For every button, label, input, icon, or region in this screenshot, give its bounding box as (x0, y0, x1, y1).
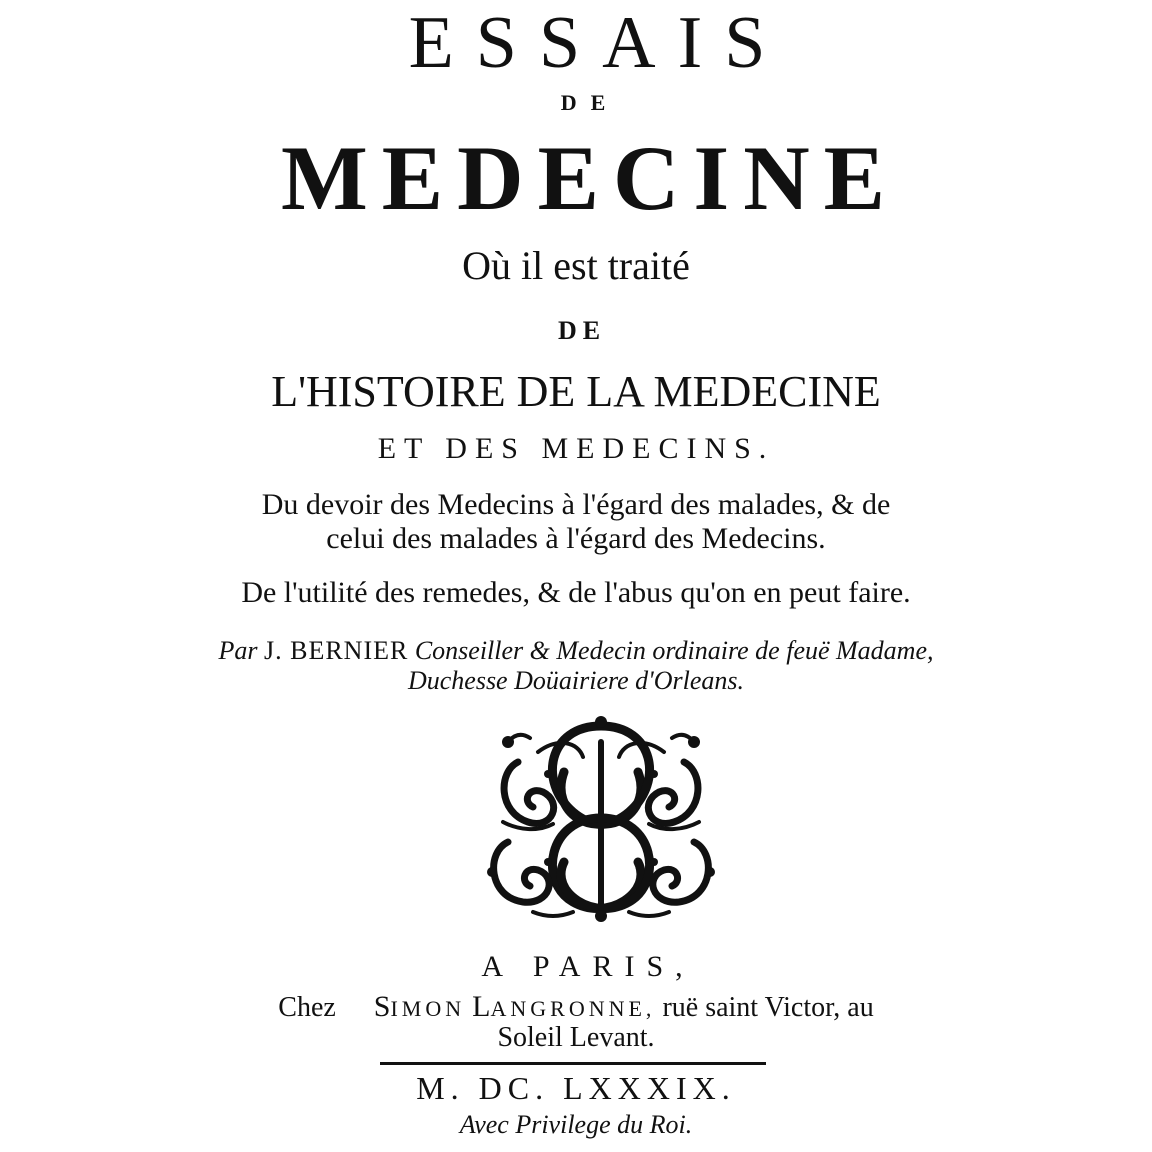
subtitle-de: DE (557, 316, 607, 345)
subtitle-histoire: L'HISTOIRE DE LA MEDECINE (271, 367, 881, 416)
author-title-1: Conseiller & Medecin ordinaire de feuë Madame, (414, 636, 934, 665)
title-de: DE (560, 90, 620, 115)
imprint-chez: Chez (278, 992, 336, 1023)
author-name: J. BERNIER (263, 636, 409, 665)
subtitle-et-des-medecins: ET DES MEDECINS. (377, 432, 775, 465)
imprint-sign: Soleil Levant. (497, 1022, 655, 1053)
printer-first-initial: S (373, 990, 391, 1023)
title-essais: ESSAIS (408, 2, 788, 84)
author-line-2: Duchesse Doüairiere d'Orleans. (407, 666, 745, 695)
imprint-year: M. DC. LXXXIX. (416, 1070, 736, 1106)
imprint-printer-line (0, 992, 1152, 1022)
author-prefix: Par (218, 636, 258, 665)
printer-last-rest: ANGRONNE, (490, 996, 656, 1021)
imprint-city: A PARIS, (481, 950, 695, 983)
subtitle-ou-il-est-traite: Où il est traité (462, 243, 690, 288)
divider-rule (380, 1062, 766, 1065)
description-line-3: De l'utilité des remedes, & de l'abus qu'on en peut faire. (241, 576, 911, 609)
printer-last-initial: L (472, 990, 491, 1023)
monogram-ornament-icon (478, 712, 724, 924)
imprint-privilege: Avec Privilege du Roi. (459, 1110, 693, 1139)
printer-first-rest: IMON (390, 996, 466, 1021)
author-line-1 (0, 638, 1152, 664)
imprint-address: ruë saint Victor, au (662, 992, 874, 1023)
description-line-2: celui des malades à l'égard des Medecins. (326, 522, 826, 555)
title-medecine: MEDECINE (280, 127, 900, 229)
description-line-1: Du devoir des Medecins à l'égard des malades, & de (261, 488, 891, 521)
